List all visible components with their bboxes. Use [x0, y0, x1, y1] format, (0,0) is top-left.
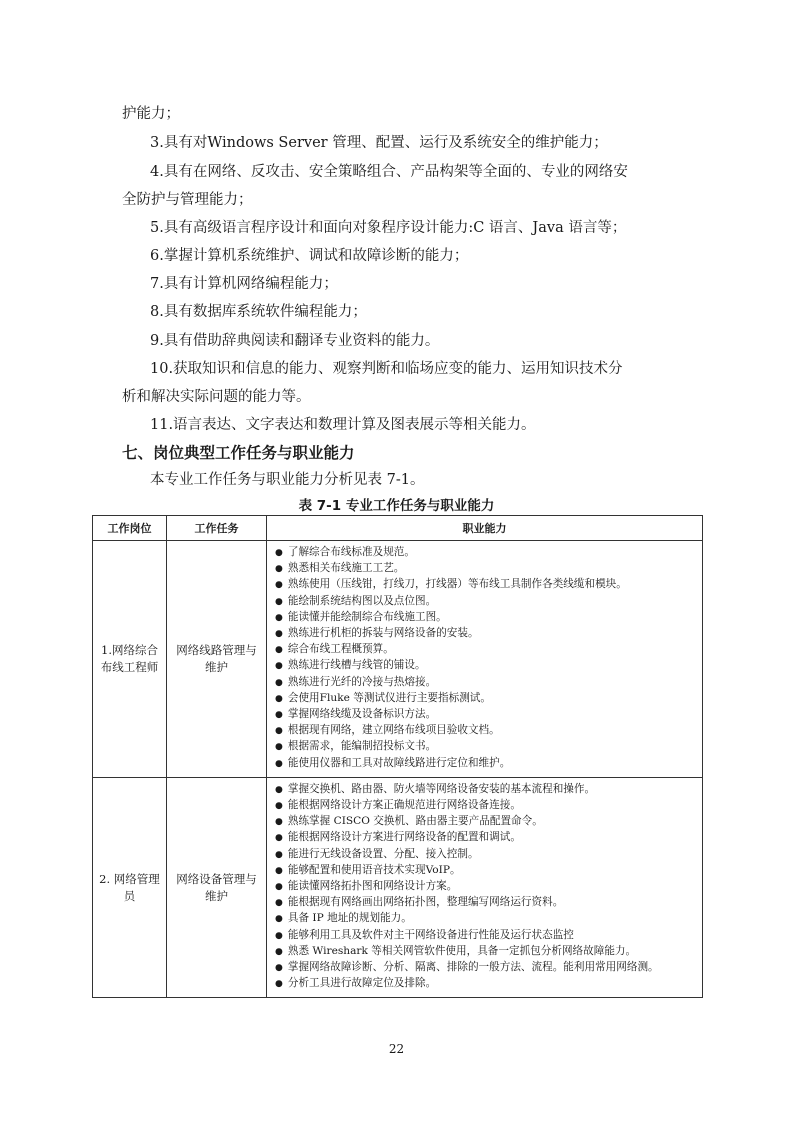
header-ability: 职业能力 [267, 516, 703, 541]
table-row [93, 777, 703, 998]
intro-paragraph: 本专业工作任务与职业能力分析见表 7-1。 [150, 472, 425, 488]
ability-item: ● 能够配置和使用语音技术实现VoIP。 [275, 863, 698, 879]
paragraph-line: 3.具有对Windows Server 管理、配置、运行及系统安全的维护能力； [150, 135, 608, 151]
paragraph-line: 析和解决实际问题的能力等。 [122, 389, 311, 405]
paragraph-line: 6.掌握计算机系统维护、调试和故障诊断的能力； [150, 248, 469, 264]
table-row [93, 541, 703, 778]
ability-item: ● 能绘制系统结构图以及点位图。 [275, 594, 698, 610]
ability-item: ● 能读懂并能绘制综合布线施工图。 [275, 610, 698, 626]
paragraph-line: 4.具有在网络、反攻击、安全策略组合、产品构架等全面的、专业的网络安 [150, 164, 628, 180]
ability-item: ● 掌握网络线缆及设备标识方法。 [275, 707, 698, 723]
ability-cell [267, 777, 703, 998]
ability-item: ● 能读懂网络拓扑图和网络设计方案。 [275, 879, 698, 895]
ability-list [275, 545, 698, 772]
ability-list [275, 782, 698, 993]
paragraph-line: 护能力； [122, 106, 180, 122]
paragraph-line: 8.具有数据库系统软件编程能力； [150, 304, 367, 320]
paragraph-line: 7.具有计算机网络编程能力； [150, 276, 338, 292]
ability-item: ● 能进行无线设备设置、分配、接入控制。 [275, 847, 698, 863]
task-cell: 网络设备管理与维护 [167, 777, 267, 998]
paragraph-line: 5.具有高级语言程序设计和面向对象程序设计能力:C 语言、Java 语言等； [150, 220, 627, 236]
ability-item: ● 具备 IP 地址的规划能力。 [275, 911, 698, 927]
ability-item: ● 根据现有网络，建立网络布线项目验收文档。 [275, 723, 698, 739]
ability-item: ● 分析工具进行故障定位及排除。 [275, 976, 698, 992]
header-role: 工作岗位 [93, 516, 167, 541]
ability-item: ● 掌握网络故障诊断、分析、隔离、排除的一般方法、流程。能利用常用网络测。 [275, 960, 698, 976]
ability-item: ● 会使用Fluke 等测试仪进行主要指标测试。 [275, 691, 698, 707]
role-cell: 2. 网络管理员 [93, 777, 167, 998]
ability-cell [267, 541, 703, 778]
task-cell: 网络线路管理与维护 [167, 541, 267, 778]
ability-item: ● 熟练进行线槽与线管的铺设。 [275, 658, 698, 674]
ability-item: ● 能根据网络设计方案正确规范进行网络设备连接。 [275, 798, 698, 814]
page-number: 22 [388, 1042, 405, 1056]
ability-item: ● 熟悉相关布线施工工艺。 [275, 561, 698, 577]
ability-item: ● 综合布线工程概预算。 [275, 642, 698, 658]
paragraph-line: 10.获取知识和信息的能力、观察判断和临场应变的能力、运用知识技术分 [150, 361, 623, 377]
ability-item: ● 能使用仪器和工具对故障线路进行定位和维护。 [275, 756, 698, 772]
header-task: 工作任务 [167, 516, 267, 541]
ability-item: ● 熟练进行机柜的拆装与网络设备的安装。 [275, 626, 698, 642]
ability-item: ● 掌握交换机、路由器、防火墙等网络设备安装的基本流程和操作。 [275, 782, 698, 798]
paragraph-line: 全防护与管理能力； [122, 192, 253, 208]
job-ability-table [92, 515, 703, 998]
paragraph-line: 11.语言表达、文字表达和数理计算及图表展示等相关能力。 [150, 417, 536, 433]
ability-item: ● 熟悉 Wireshark 等相关网管软件使用，具备一定抓包分析网络故障能力。 [275, 944, 698, 960]
ability-item: ● 熟练使用（压线钳，打线刀，打线器）等布线工具制作各类线缆和模块。 [275, 577, 698, 593]
ability-item: ● 能根据网络设计方案进行网络设备的配置和调试。 [275, 830, 698, 846]
ability-item: ● 了解综合布线标准及规范。 [275, 545, 698, 561]
role-cell: 1.网络综合布线工程师 [93, 541, 167, 778]
table-caption: 表 7-1 专业工作任务与职业能力 [298, 498, 495, 514]
table-header-row [93, 516, 703, 541]
ability-item: ● 能够利用工具及软件对主干网络设备进行性能及运行状态监控 [275, 928, 698, 944]
section-heading: 七、岗位典型工作任务与职业能力 [122, 444, 355, 462]
ability-item: ● 根据需求，能编制招投标文书。 [275, 739, 698, 755]
paragraph-line: 9.具有借助辞典阅读和翻译专业资料的能力。 [150, 333, 440, 349]
ability-item: ● 熟练掌握 CISCO 交换机、路由器主要产品配置命令。 [275, 814, 698, 830]
ability-item: ● 熟练进行光纤的冷接与热熔接。 [275, 675, 698, 691]
ability-item: ● 能根据现有网络画出网络拓扑图，整理编写网络运行资料。 [275, 895, 698, 911]
